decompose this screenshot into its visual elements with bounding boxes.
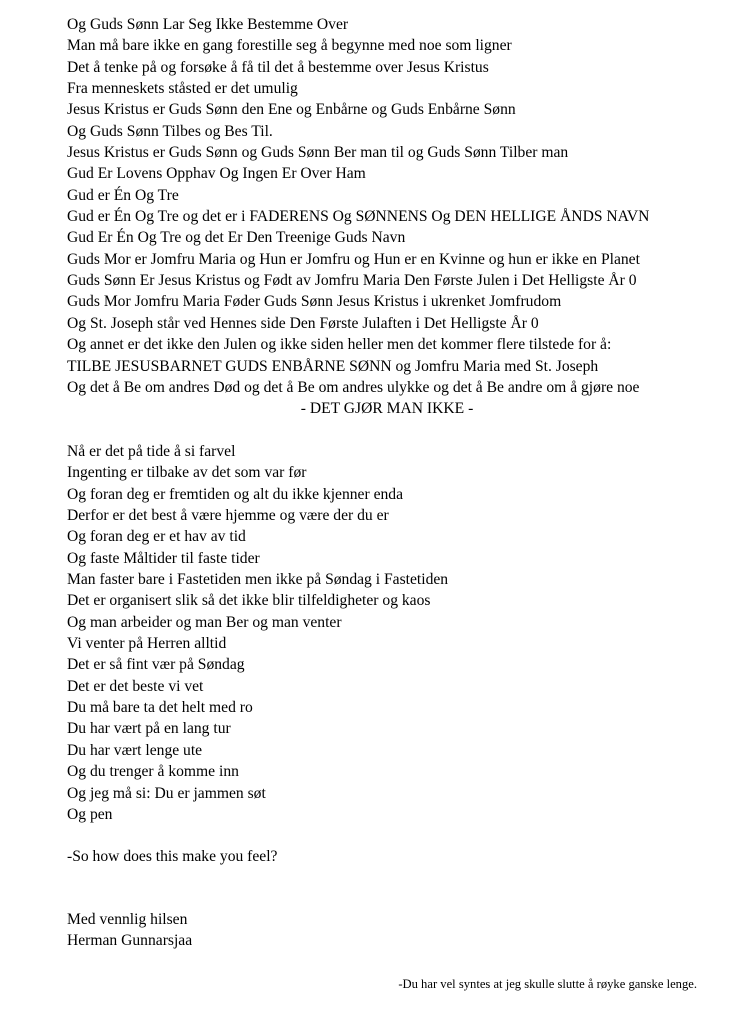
text-line: Og det å Be om andres Død og det å Be om andres ulykke og det å Be andre om å gjøre noe xyxy=(67,378,640,396)
text-line: Og man arbeider og man Ber og man venter xyxy=(67,613,342,631)
stanza-one xyxy=(67,14,717,420)
text-line: Du må bare ta det helt med ro xyxy=(67,699,253,717)
text-line: Og pen xyxy=(67,805,113,823)
text-line: Vi venter på Herren alltid xyxy=(67,635,227,653)
text-line: Gud Er Én Og Tre og det Er Den Treenige Guds Navn xyxy=(67,229,406,247)
signature-block xyxy=(67,909,717,952)
text-line: Du har vært lenge ute xyxy=(67,741,203,759)
text-line: Og foran deg er fremtiden og alt du ikke kjenner enda xyxy=(67,485,404,503)
text-line: Og Guds Sønn Lar Seg Ikke Bestemme Over xyxy=(67,16,349,33)
text-line: Og annet er det ikke den Julen og ikke siden heller men det kommer flere tilstede for å: xyxy=(67,336,612,354)
text-line: Guds Mor er Jomfru Maria og Hun er Jomfru og Hun er en Kvinne og hun er ikke en Planet xyxy=(67,250,640,268)
text-line: Jesus Kristus er Guds Sønn og Guds Sønn Ber man til og Guds Sønn Tilber man xyxy=(67,144,569,162)
centered-heading: - DET GJØR MAN IKKE - xyxy=(300,400,474,418)
text-line: Man faster bare i Fastetiden men ikke på Søndag i Fastetiden xyxy=(67,571,449,589)
text-line: Det er organisert slik så det ikke blir tilfeldigheter og kaos xyxy=(67,592,431,610)
text-line: Jesus Kristus er Guds Sønn den Ene og Enbårne og Guds Enbårne Sønn xyxy=(67,101,516,119)
text-line: Fra menneskets ståsted er det umulig xyxy=(67,80,298,98)
text-line: Guds Sønn Er Jesus Kristus og Født av Jomfru Maria Den Første Julen i Det Helligste År 0 xyxy=(67,272,637,290)
text-line: Og faste Måltider til faste tider xyxy=(67,549,260,567)
text-line: Og jeg må si: Du er jammen søt xyxy=(67,784,266,802)
text-line: Det er det beste vi vet xyxy=(67,677,204,695)
text-line: Du har vært på en lang tur xyxy=(67,720,231,738)
text-line: TILBE JESUSBARNET GUDS ENBÅRNE SØNN og Jomfru Maria med St. Joseph xyxy=(67,357,599,375)
footnote: -Du har vel syntes at jeg skulle slutte å røyke ganske lenge. xyxy=(398,977,697,991)
text-line: Gud Er Lovens Opphav Og Ingen Er Over Ham xyxy=(67,165,366,183)
text-line: Det er så fint vær på Søndag xyxy=(67,656,245,674)
closing-greeting: Med vennlig hilsen xyxy=(67,911,188,928)
text-line: Gud er Én Og Tre xyxy=(67,186,179,204)
text-line: Og du trenger å komme inn xyxy=(67,763,239,781)
text-line: Og St. Joseph står ved Hennes side Den Første Julaften i Det Helligste År 0 xyxy=(67,314,539,332)
question-block xyxy=(67,846,717,867)
text-line: Det å tenke på og forsøke å få til det å bestemme over Jesus Kristus xyxy=(67,58,489,76)
text-line: Og Guds Sønn Tilbes og Bes Til. xyxy=(67,122,273,140)
text-line: Og foran deg er et hav av tid xyxy=(67,528,246,546)
text-line: Ingenting er tilbake av det som var før xyxy=(67,464,307,482)
text-line: Guds Mor Jomfru Maria Føder Guds Sønn Jesus Kristus i ukrenket Jomfrudom xyxy=(67,293,562,311)
text-line: Man må bare ikke en gang forestille seg å begynne med noe som ligner xyxy=(67,37,512,55)
text-line: Derfor er det best å være hjemme og være der du er xyxy=(67,507,389,525)
text-line: Nå er det på tide å si farvel xyxy=(67,443,236,460)
stanza-two xyxy=(67,441,717,825)
author-name: Herman Gunnarsjaa xyxy=(67,932,193,950)
question-line: -So how does this make you feel? xyxy=(67,848,278,865)
text-line: Gud er Én Og Tre og det er i FADERENS Og SØNNENS Og DEN HELLIGE ÅNDS NAVN xyxy=(67,208,650,226)
